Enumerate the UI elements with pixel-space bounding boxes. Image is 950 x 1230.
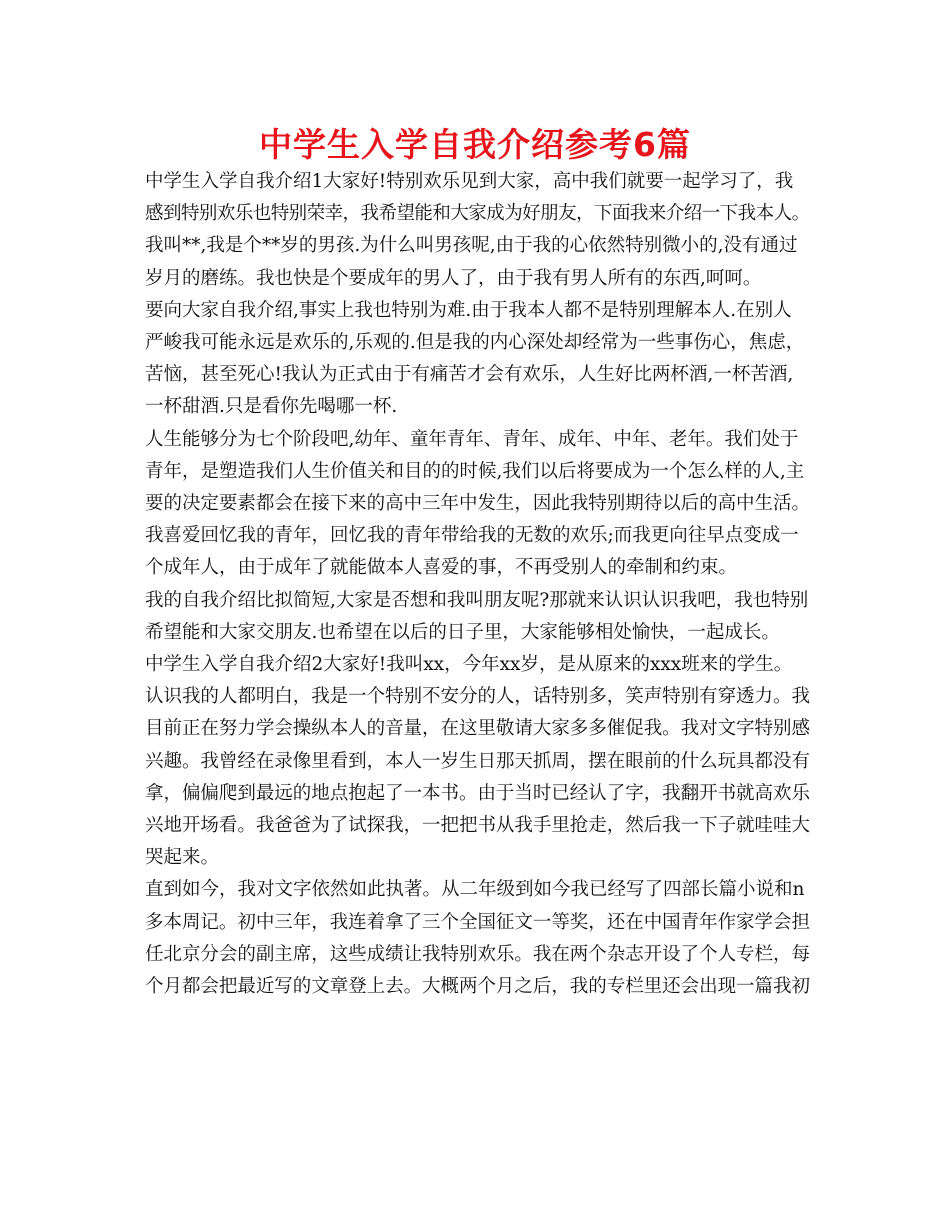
text-line: 直到如今，我对文字依然如此执著。从二年级到如今我已经写了四部长篇小说和n <box>145 879 805 900</box>
text-line: 个成年人，由于成年了就能做本人喜爱的事，不再受别人的牵制和约束。 <box>145 557 738 578</box>
text-line: 青年，是塑造我们人生价值关和目的的时候,我们以后将要成为一个怎么样的人,主 <box>145 461 805 482</box>
text-line: 拿，偏偏爬到最远的地点抱起了一本书。由于当时已经认了字，我翻开书就高欢乐 <box>145 783 810 804</box>
text-line: 我叫**,我是个**岁的男孩.为什么叫男孩呢,由于我的心依然特别微小的,没有通过 <box>145 235 798 256</box>
text-line: 感到特别欢乐也特别荣幸，我希望能和大家成为好朋友，下面我来介绍一下我本人。 <box>145 203 810 224</box>
text-line: 严峻我可能永远是欢乐的,乐观的.但是我的内心深处却经常为一些事伤心，焦虑， <box>145 332 805 353</box>
text-line: 兴地开场看。我爸爸为了试探我，一把把书从我手里抢走，然后我一下子就哇哇大 <box>145 815 810 836</box>
text-line: 我的自我介绍比拟简短,大家是否想和我叫朋友呢?那就来认识认识我吧，我也特别 <box>145 590 809 611</box>
text-line: 认识我的人都明白，我是一个特别不安分的人，话特别多，笑声特别有穿透力。我 <box>145 686 810 707</box>
text-line: 我喜爱回忆我的青年，回忆我的青年带给我的无数的欢乐;而我更向往早点变成一 <box>145 525 799 546</box>
text-line: 要的决定要素都会在接下来的高中三年中发生，因此我特别期待以后的高中生活。 <box>145 493 810 514</box>
text-line: 哭起来。 <box>145 847 220 868</box>
text-line: 苦恼，甚至死心!我认为正式由于有痛苦才会有欢乐，人生好比两杯酒,一杯苦酒, <box>145 364 794 385</box>
text-line: 任北京分会的副主席，这些成绩让我特别欢乐。我在两个杂志开设了个人专栏，每 <box>145 944 810 965</box>
text-line: 岁月的磨练。我也快是个要成年的男人了，由于我有男人所有的东西,呵呵。 <box>145 268 762 289</box>
text-line: 一杯甜酒.只是看你先喝哪一杯. <box>145 396 398 417</box>
text-line: 中学生入学自我介绍2大家好!我叫xx，今年xx岁，是从原来的xxx班来的学生。 <box>145 654 793 675</box>
text-line: 希望能和大家交朋友.也希望在以后的日子里，大家能够相处愉快，一起成长。 <box>145 622 780 643</box>
text-line: 兴趣。我曾经在录像里看到，本人一岁生日那天抓周，摆在眼前的什么玩具都没有 <box>145 751 810 772</box>
text-line: 人生能够分为七个阶段吧,幼年、童年青年、青年、成年、中年、老年。我们处于 <box>145 429 799 450</box>
text-line: 要向大家自我介绍,事实上我也特别为难.由于我本人都不是特别理解本人.在别人 <box>145 300 792 321</box>
text-line: 个月都会把最近写的文章登上去。大概两个月之后，我的专栏里还会出现一篇我初 <box>145 976 810 997</box>
text-line: 多本周记。初中三年，我连着拿了三个全国征文一等奖，还在中国青年作家学会担 <box>145 912 810 933</box>
text-line: 目前正在努力学会操纵本人的音量，在这里敬请大家多多催促我。我对文字特别感 <box>145 718 810 739</box>
document-title: 中学生入学自我介绍参考6篇 <box>259 125 691 164</box>
text-line: 中学生入学自我介绍1大家好!特别欢乐见到大家，高中我们就要一起学习了，我 <box>145 171 794 192</box>
